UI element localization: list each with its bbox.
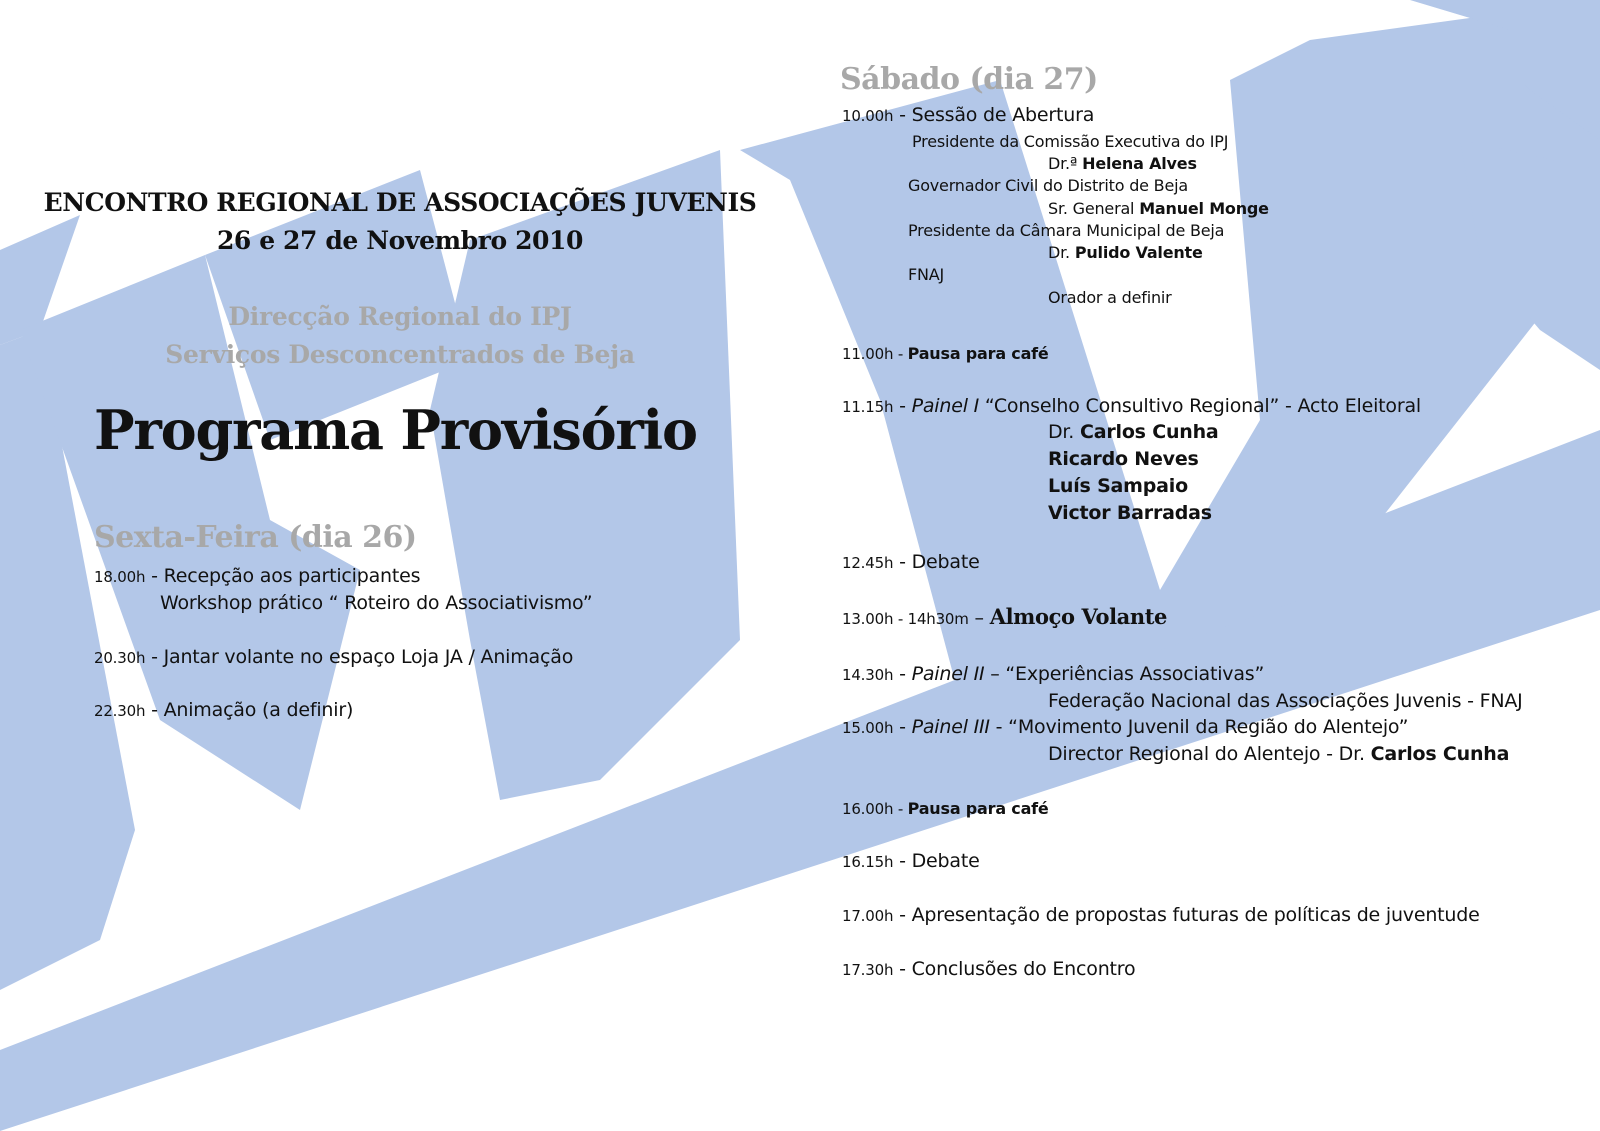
friday-header (94, 520, 417, 555)
friday-item-1-sub: Workshop prático “ Roteiro do Associativismo” (160, 592, 593, 614)
organizer-line-2: Serviços Desconcentrados de Beja (165, 340, 635, 369)
lunch (842, 604, 1167, 629)
item-text: Sessão de Abertura (911, 104, 1095, 126)
time: 16.00h (842, 800, 894, 818)
opening-session (842, 104, 1094, 126)
speaker-name: Helena Alves (1082, 154, 1197, 173)
panel-3-speaker (1048, 743, 1509, 765)
item-text: “Conselho Consultivo Regional” - Acto Eleitoral (979, 395, 1421, 417)
friday-header-day: (dia 26) (288, 520, 417, 555)
panel-label: Painel I (911, 395, 980, 417)
time-separator: - (893, 663, 912, 685)
friday-item-1 (94, 565, 420, 587)
time-separator: - (145, 646, 164, 668)
panel-1-speaker-4: Victor Barradas (1048, 502, 1212, 524)
speaker-name: Pulido Valente (1074, 243, 1203, 262)
time: 11.15h (842, 398, 894, 416)
time: 11.00h (842, 345, 894, 363)
speaker-name-4 (1048, 288, 1172, 307)
organizer-line-1: Direcção Regional do IPJ (228, 302, 572, 331)
speaker-name-1 (1048, 154, 1197, 173)
speaker-prefix: Director Regional do Alentejo - Dr. (1048, 743, 1371, 765)
time-separator: - (893, 716, 912, 738)
item-text: Conclusões do Encontro (911, 958, 1136, 980)
time: 16.15h (842, 853, 894, 871)
time-separator: - (893, 904, 912, 926)
item-text: Jantar volante no espaço Loja JA / Animação (163, 646, 574, 668)
panel-3 (842, 716, 1408, 738)
panel-1-speaker-1 (1048, 421, 1219, 443)
speaker-title: Dr. (1048, 421, 1080, 443)
item-text: Debate (911, 551, 980, 573)
speaker-title: Sr. General (1048, 199, 1140, 218)
debate-1 (842, 551, 980, 573)
panel-label: Painel II (911, 663, 985, 685)
saturday-header (840, 62, 1098, 97)
time: 15.00h (842, 719, 894, 737)
time-separator: - (145, 699, 164, 721)
speaker-name-3 (1048, 243, 1203, 262)
proposals (842, 904, 1480, 926)
time-separator: - (893, 958, 912, 980)
item-text: Almoço Volante (989, 604, 1167, 629)
time: 22.30h (94, 702, 146, 720)
item-text: Pausa para café (907, 799, 1049, 818)
speaker-name: Carlos Cunha (1370, 743, 1510, 765)
speaker-role-3: Presidente da Câmara Municipal de Beja (908, 221, 1225, 240)
time-separator: - (893, 800, 908, 818)
event-dates: 26 e 27 de Novembro 2010 (216, 226, 584, 255)
speaker-title: Dr. (1048, 243, 1075, 262)
time: 20.30h (94, 649, 146, 667)
panel-2-speaker: Federação Nacional das Associações Juvenis - FNAJ (1048, 690, 1523, 712)
item-text: Recepção aos participantes (163, 565, 421, 587)
item-text: - “Movimento Juvenil da Região do Alentejo” (989, 716, 1409, 738)
saturday-header-day: (dia 27) (969, 62, 1098, 97)
time: 18.00h (94, 568, 146, 586)
time-separator: - (893, 395, 912, 417)
speaker-role-2: Governador Civil do Distrito de Beja (908, 176, 1188, 195)
time: 17.00h (842, 907, 894, 925)
item-text: Pausa para café (907, 344, 1049, 363)
item-text: Animação (a definir) (163, 699, 354, 721)
panel-label: Painel III (911, 716, 990, 738)
speaker-role-1: Presidente da Comissão Executiva do IPJ (912, 132, 1229, 151)
time-separator: - (893, 551, 912, 573)
friday-item-2 (94, 646, 573, 668)
speaker-name: Carlos Cunha (1079, 421, 1219, 443)
panel-1-speaker-3: Luís Sampaio (1048, 475, 1188, 497)
item-text: Debate (911, 850, 980, 872)
coffee-break-2 (842, 797, 1049, 819)
conclusions (842, 958, 1135, 980)
time: 10.00h (842, 107, 894, 125)
item-text: – “Experiências Associativas” (984, 663, 1265, 685)
time-separator: - (145, 565, 164, 587)
speaker-title: Orador a definir (1048, 288, 1172, 307)
debate-2 (842, 850, 980, 872)
speaker-role-4: FNAJ (908, 265, 945, 284)
speaker-name-2 (1048, 199, 1269, 218)
program-title: Programa Provisório (94, 398, 697, 462)
speaker-title: Dr.ª (1048, 154, 1083, 173)
time-separator: - (893, 104, 912, 126)
time: 14.30h (842, 666, 894, 684)
panel-1 (842, 395, 1421, 417)
coffee-break-1 (842, 342, 1049, 364)
event-title: ENCONTRO REGIONAL DE ASSOCIAÇÕES JUVENIS (43, 188, 757, 217)
time: 12.45h (842, 554, 894, 572)
friday-header-label: Sexta-Feira (94, 520, 279, 555)
saturday-header-label: Sábado (840, 62, 960, 97)
friday-item-3 (94, 699, 353, 721)
panel-1-speaker-2: Ricardo Neves (1048, 448, 1199, 470)
item-text: Apresentação de propostas futuras de políticas de juventude (911, 904, 1480, 926)
time: 17.30h (842, 961, 894, 979)
panel-2 (842, 663, 1264, 685)
time: 13.00h - 14h30m (842, 610, 969, 628)
time-separator: - (893, 345, 908, 363)
time-separator: - (893, 850, 912, 872)
speaker-name: Manuel Monge (1139, 199, 1269, 218)
time-separator: – (968, 607, 990, 629)
